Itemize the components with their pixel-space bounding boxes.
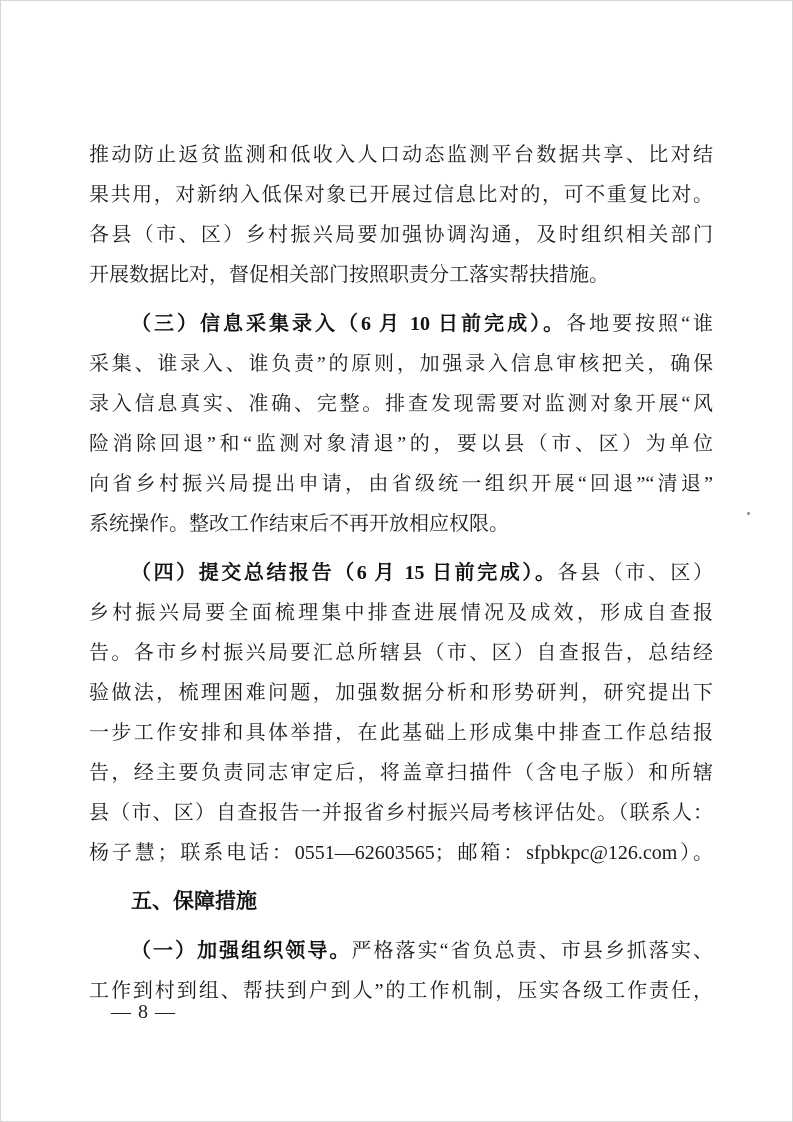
- body-text-segment: 告。各市乡村振兴局要汇总所辖县（市、区）自查报告，总结经: [89, 642, 713, 664]
- body-text-segment: 各县（市、区）乡村振兴局要加强协调沟通，及时组织相关部门: [89, 224, 713, 246]
- bold-text-segment: （四）提交总结报告（6 月 15 日前完成）。: [131, 562, 558, 584]
- body-text-segment: 工作到村到组、帮扶到户到人”的工作机制，压实各级工作责任，: [89, 980, 713, 1002]
- body-text-segment: 系统操作。整改工作结束后不再开放相应权限。: [89, 513, 509, 535]
- body-text-segment: 推动防止返贫监测和低收入人口动态监测平台数据共享、比对结: [89, 144, 713, 166]
- bold-text-segment: （三）信息采集录入（6 月 10 日前完成）。: [131, 313, 567, 335]
- text-line: [89, 753, 713, 793]
- text-line: [89, 255, 713, 295]
- body-text-segment: 开展数据比对，督促相关部门按照职责分工落实帮扶措施。: [89, 264, 609, 286]
- body-text-segment: 录入信息真实、准确、完整。排查发现需要对监测对象开展“风: [89, 393, 713, 415]
- text-line: [89, 384, 713, 424]
- text-line: [89, 793, 713, 833]
- body-text-segment: 险消除回退”和“监测对象清退”的，要以县（市、区）为单位: [89, 433, 713, 455]
- section-heading: [89, 882, 713, 922]
- text-line: [89, 504, 713, 544]
- body-text-segment: 各地要按照“谁: [566, 313, 713, 335]
- text-line: [89, 175, 713, 215]
- text-line: [89, 304, 713, 344]
- body-text-segment: 向省乡村振兴局提出申请，由省级统一组织开展“回退”“清退”: [89, 473, 713, 495]
- text-line: [89, 424, 713, 464]
- text-line: [89, 633, 713, 673]
- text-line: [89, 833, 713, 873]
- body-text-segment: 验做法，梳理困难问题，加强数据分析和形势研判，研究提出下: [89, 682, 713, 704]
- body-text-segment: 一步工作安排和具体举措，在此基础上形成集中排查工作总结报: [89, 722, 713, 744]
- scan-speck: [747, 512, 750, 515]
- text-line: [89, 971, 713, 1011]
- text-line: [89, 553, 713, 593]
- text-line: [89, 135, 713, 175]
- text-line: [89, 344, 713, 384]
- bold-text-segment: 五、保障措施: [131, 890, 257, 913]
- body-text-segment: 杨子慧；联系电话：0551—62603565；邮箱：sfpbkpc@126.com）。: [89, 842, 713, 864]
- body-text-segment: 严格落实“省负总责、市县乡抓落实、: [351, 940, 713, 962]
- bold-text-segment: （一）加强组织领导。: [131, 940, 352, 962]
- page-number: — 8 —: [111, 1001, 176, 1023]
- text-line: [89, 215, 713, 255]
- text-line: [89, 931, 713, 971]
- document-body: [89, 135, 713, 1011]
- text-line: [89, 593, 713, 633]
- text-line: [89, 464, 713, 504]
- text-line: [89, 713, 713, 753]
- body-text-segment: 各县（市、区）: [557, 562, 713, 584]
- body-text-segment: 采集、谁录入、谁负责”的原则，加强录入信息审核把关，确保: [89, 353, 713, 375]
- text-line: [89, 673, 713, 713]
- body-text-segment: 果共用，对新纳入低保对象已开展过信息比对的，可不重复比对。: [89, 184, 713, 206]
- body-text-segment: 乡村振兴局要全面梳理集中排查进展情况及成效，形成自查报: [89, 602, 713, 624]
- body-text-segment: 县（市、区）自查报告一并报省乡村振兴局考核评估处。（联系人：: [89, 802, 713, 824]
- body-text-segment: 告，经主要负责同志审定后，将盖章扫描件（含电子版）和所辖: [89, 762, 713, 784]
